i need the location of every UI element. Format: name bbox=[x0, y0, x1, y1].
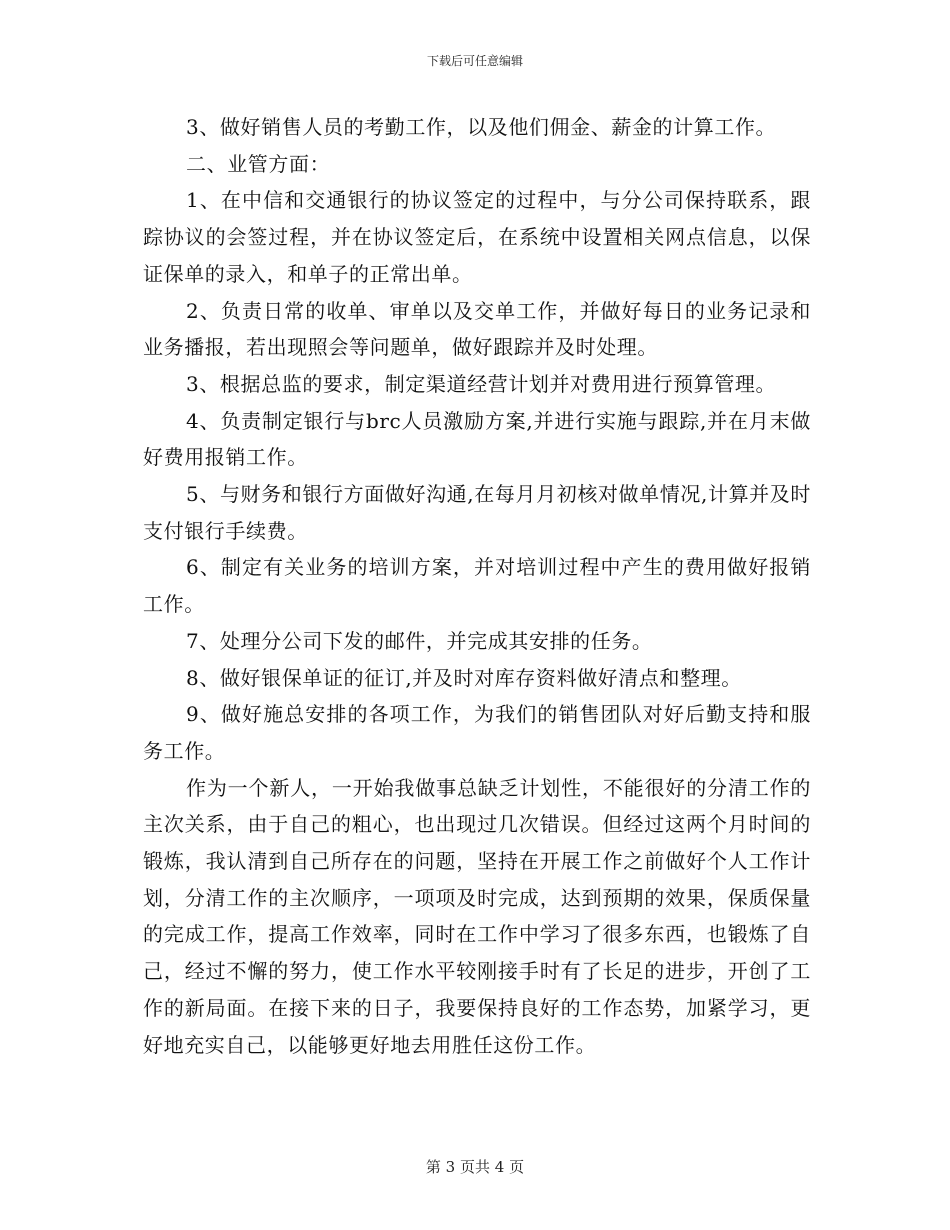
paragraph-summary: 作为一个新人，一开始我做事总缺乏计划性，不能很好的分清工作的主次关系，由于自己的粗心，也出现过几次错误。但经过这两个月时间的锻炼，我认清到自己所存在的问题，坚持在开展工作之前做好个人工作计划，分清工作的主次顺序，一项项及时完成，达到预期的效果，保质保量的完成工作，提高工作效率，同时在工作中学习了很多东西，也锻炼了自己，经过不懈的努力，使工作水平较刚接手时有了长足的进步，开创了工作的新局面。在接下来的日子，我要保持良好的工作态势，加紧学习，更好地充实自己，以能够更好地去用胜任这份工作。 bbox=[143, 775, 811, 1057]
paragraph-item-7: 7、处理分公司下发的邮件，并完成其安排的任务。 bbox=[186, 628, 653, 653]
page-header: 下载后可任意编辑 bbox=[426, 54, 523, 68]
document-body bbox=[143, 109, 811, 1063]
paragraph-item-8: 8、做好银保单证的征订,并及时对库存资料做好清点和整理。 bbox=[186, 665, 742, 690]
paragraph-item-4: 4、负责制定银行与brc人员激励方案,并进行实施与跟踪,并在月末做好费用报销工作。 bbox=[143, 408, 811, 470]
paragraph-attendance: 3、做好销售人员的考勤工作，以及他们佣金、薪金的计算工作。 bbox=[186, 115, 777, 139]
section-heading-business-management: 二、业管方面： bbox=[186, 151, 331, 176]
paragraph-item-5: 5、与财务和银行方面做好沟通,在每月月初核对做单情况,计算并及时支付银行手续费。 bbox=[143, 482, 811, 543]
page-number: 第 3 页共 4 页 bbox=[425, 1158, 525, 1176]
paragraph-item-1: 1、在中信和交通银行的协议签定的过程中，与分公司保持联系，跟踪协议的会签过程，并在协议签定后，在系统中设置相关网点信息，以保证保单的录入，和单子的正常出单。 bbox=[143, 188, 811, 286]
paragraph-item-2: 2、负责日常的收单、审单以及交单工作，并做好每日的业务记录和业务播报，若出现照会等问题单，做好跟踪并及时处理。 bbox=[143, 298, 811, 360]
paragraph-item-3: 3、根据总监的要求，制定渠道经营计划并对费用进行预算管理。 bbox=[186, 371, 777, 396]
paragraph-item-6: 6、制定有关业务的培训方案，并对培训过程中产生的费用做好报销工作。 bbox=[143, 555, 811, 617]
paragraph-item-9: 9、做好施总安排的各项工作，为我们的销售团队对好后勤支持和服务工作。 bbox=[143, 702, 811, 763]
